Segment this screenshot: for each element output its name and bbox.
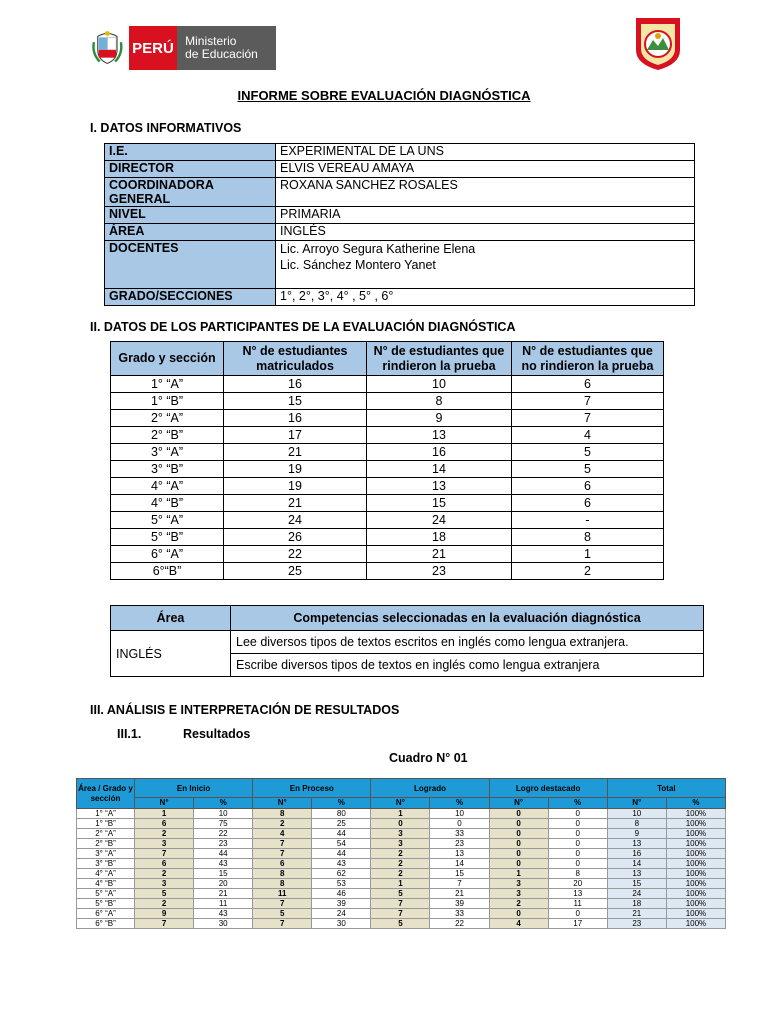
table-cell: 6°“B” (111, 563, 224, 580)
table-cell: 10 (194, 809, 253, 819)
table-cell: 5 (253, 909, 312, 919)
table-cell: 13 (607, 839, 666, 849)
table-row (77, 879, 726, 889)
table-cell: 46 (312, 889, 371, 899)
section-1-heading: I. DATOS INFORMATIVOS (90, 121, 242, 135)
subsection-label: Resultados (183, 727, 251, 741)
table-cell: 3 (135, 879, 194, 889)
sub-header: % (430, 798, 489, 809)
table-cell: 100% (666, 919, 725, 929)
table-cell: 0 (489, 819, 548, 829)
table-cell: 6 (135, 859, 194, 869)
table-cell: 16 (367, 444, 512, 461)
table-cell: 2° “A” (77, 829, 135, 839)
area-cell: INGLÉS (111, 631, 231, 677)
table-cell: 80 (312, 809, 371, 819)
participants-body (111, 376, 664, 580)
table-subheader-row (77, 798, 726, 809)
table-cell: 100% (666, 879, 725, 889)
sub-header: N° (253, 798, 312, 809)
table-cell: 10 (367, 376, 512, 393)
participants-table (110, 341, 664, 580)
table-cell: 23 (430, 839, 489, 849)
table-row (111, 495, 664, 512)
table-row (77, 869, 726, 879)
info-table (104, 143, 695, 306)
info-label: DIRECTOR (105, 161, 276, 178)
table-row (77, 919, 726, 929)
table-row (105, 224, 695, 241)
table-cell: 7 (430, 879, 489, 889)
info-value: 1°, 2°, 3°, 4° , 5° , 6° (276, 289, 695, 306)
table-cell: 100% (666, 869, 725, 879)
table-cell: 7 (135, 919, 194, 929)
peru-label: PERÚ (129, 26, 177, 70)
group-header: Total (607, 779, 725, 798)
table-cell: 9 (367, 410, 512, 427)
table-cell: 25 (312, 819, 371, 829)
table-row (77, 839, 726, 849)
table-cell: 25 (224, 563, 367, 580)
info-value: ELVIS VEREAU AMAYA (276, 161, 695, 178)
table-row (77, 809, 726, 819)
table-cell: 0 (489, 909, 548, 919)
sub-header: N° (489, 798, 548, 809)
table-cell: 1 (371, 879, 430, 889)
competencias-table (110, 605, 704, 677)
table-cell: 24 (607, 889, 666, 899)
table-row (111, 546, 664, 563)
table-row (111, 376, 664, 393)
table-cell: 24 (312, 909, 371, 919)
table-cell: 0 (489, 829, 548, 839)
table-cell: 4 (489, 919, 548, 929)
table-cell: 30 (312, 919, 371, 929)
table-cell: 16 (224, 410, 367, 427)
table-cell: 8 (548, 869, 607, 879)
table-cell: 6 (512, 495, 664, 512)
table-cell: 43 (194, 909, 253, 919)
table-cell: 1 (512, 546, 664, 563)
table-cell: 100% (666, 809, 725, 819)
table-cell: 13 (548, 889, 607, 899)
column-header: N° de estudiantes matriculados (224, 342, 367, 376)
table-cell: 100% (666, 889, 725, 899)
table-cell: 1° “A” (111, 376, 224, 393)
table-cell: - (512, 512, 664, 529)
table-cell: 33 (430, 909, 489, 919)
table-cell: 26 (224, 529, 367, 546)
table-cell: 17 (548, 919, 607, 929)
table-row (105, 241, 695, 289)
table-row (77, 829, 726, 839)
table-cell: 100% (666, 909, 725, 919)
table-cell: 0 (548, 849, 607, 859)
table-cell: 6 (253, 859, 312, 869)
table-row (105, 161, 695, 178)
table-row (77, 849, 726, 859)
table-cell: 11 (548, 899, 607, 909)
table-cell: 0 (548, 829, 607, 839)
table-cell: 39 (312, 899, 371, 909)
info-label: GRADO/SECCIONES (105, 289, 276, 306)
table-cell: 14 (367, 461, 512, 478)
table-cell: 15 (430, 869, 489, 879)
table-cell: 0 (489, 809, 548, 819)
table-cell: 14 (430, 859, 489, 869)
table-cell: 2 (371, 869, 430, 879)
table-cell: 23 (607, 919, 666, 929)
corner-header: Área / Grado y sección (77, 779, 135, 809)
table-cell: 3 (489, 889, 548, 899)
table-cell: 22 (194, 829, 253, 839)
table-cell: 16 (224, 376, 367, 393)
table-cell: 1° “B” (111, 393, 224, 410)
table-cell: 1° “A” (77, 809, 135, 819)
table-cell: 15 (194, 869, 253, 879)
table-cell: 44 (312, 849, 371, 859)
table-cell: 10 (607, 809, 666, 819)
cuadro-title: Cuadro N° 01 (389, 751, 468, 765)
group-header: Logro destacado (489, 779, 607, 798)
table-cell: 7 (253, 919, 312, 929)
table-row (111, 444, 664, 461)
table-cell: 62 (312, 869, 371, 879)
table-cell: 8 (253, 869, 312, 879)
table-cell: 7 (253, 899, 312, 909)
info-label: NIVEL (105, 207, 276, 224)
table-cell: 5° “B” (77, 899, 135, 909)
table-cell: 13 (367, 427, 512, 444)
table-cell: 11 (253, 889, 312, 899)
table-cell: 44 (194, 849, 253, 859)
table-cell: 43 (194, 859, 253, 869)
table-row (105, 144, 695, 161)
table-cell: 1 (489, 869, 548, 879)
table-cell: 7 (512, 410, 664, 427)
results-body (77, 809, 726, 929)
table-cell: 0 (548, 839, 607, 849)
table-cell: 21 (430, 889, 489, 899)
table-cell: 4° “A” (77, 869, 135, 879)
table-row (111, 529, 664, 546)
table-cell: 100% (666, 859, 725, 869)
table-cell: 3° “B” (111, 461, 224, 478)
table-cell: 24 (224, 512, 367, 529)
sub-header: N° (607, 798, 666, 809)
table-cell: 43 (312, 859, 371, 869)
table-cell: 0 (489, 859, 548, 869)
group-header: En Inicio (135, 779, 253, 798)
table-cell: 5° “B” (111, 529, 224, 546)
table-cell: 3 (371, 839, 430, 849)
table-cell: 4° “B” (111, 495, 224, 512)
table-cell: 21 (224, 444, 367, 461)
info-label: DOCENTES (105, 241, 276, 289)
table-cell: 5 (135, 889, 194, 899)
table-cell: 100% (666, 899, 725, 909)
results-table (76, 778, 726, 929)
table-cell: 18 (367, 529, 512, 546)
table-cell: 23 (194, 839, 253, 849)
table-cell: 16 (607, 849, 666, 859)
table-cell: 44 (312, 829, 371, 839)
table-cell: 5 (371, 889, 430, 899)
table-cell: 2° “A” (111, 410, 224, 427)
table-cell: 30 (194, 919, 253, 929)
table-row (77, 889, 726, 899)
table-row (111, 427, 664, 444)
table-cell: 75 (194, 819, 253, 829)
minedu-logo (90, 26, 276, 70)
table-cell: 100% (666, 829, 725, 839)
docente-name: Lic. Sánchez Montero Yanet (280, 258, 436, 272)
school-crest-icon (633, 14, 683, 72)
sub-header: % (312, 798, 371, 809)
table-cell: 9 (135, 909, 194, 919)
sub-header: N° (371, 798, 430, 809)
table-cell: 1 (135, 809, 194, 819)
table-cell: 21 (224, 495, 367, 512)
table-row (111, 478, 664, 495)
table-cell: 8 (367, 393, 512, 410)
table-cell: 21 (367, 546, 512, 563)
table-cell: 1° “B” (77, 819, 135, 829)
group-header: Logrado (371, 779, 489, 798)
table-cell: 22 (224, 546, 367, 563)
table-cell: 4 (512, 427, 664, 444)
table-cell: 1 (371, 809, 430, 819)
table-cell: 8 (253, 809, 312, 819)
table-cell: 0 (430, 819, 489, 829)
table-cell: 13 (367, 478, 512, 495)
column-header: Grado y sección (111, 342, 224, 376)
table-cell: 6° “A” (111, 546, 224, 563)
table-cell: 7 (253, 839, 312, 849)
info-value: PRIMARIA (276, 207, 695, 224)
table-cell: 6 (512, 478, 664, 495)
table-cell: 0 (489, 839, 548, 849)
peru-coat-of-arms-icon (90, 28, 125, 68)
docente-name: Lic. Arroyo Segura Katherine Elena (280, 242, 476, 256)
table-cell: 3 (489, 879, 548, 889)
table-cell: 11 (194, 899, 253, 909)
table-cell: 23 (367, 563, 512, 580)
table-cell: 10 (430, 809, 489, 819)
table-cell: 2° “B” (77, 839, 135, 849)
table-cell: 5° “A” (111, 512, 224, 529)
table-cell: 6 (135, 819, 194, 829)
table-cell: 7 (253, 849, 312, 859)
table-cell: 24 (367, 512, 512, 529)
table-cell: 5 (512, 444, 664, 461)
table-cell: 18 (607, 899, 666, 909)
table-row (111, 563, 664, 580)
table-cell: 2 (512, 563, 664, 580)
table-cell: 33 (430, 829, 489, 839)
table-cell: 4° “B” (77, 879, 135, 889)
table-row (111, 410, 664, 427)
table-header-row (111, 606, 704, 631)
table-cell: 5 (371, 919, 430, 929)
table-cell: 2 (135, 899, 194, 909)
table-cell: 19 (224, 461, 367, 478)
ministry-line-2: de Educación (185, 47, 258, 61)
column-header: N° de estudiantes que rindieron la prueba (367, 342, 512, 376)
table-cell: 15 (607, 879, 666, 889)
table-cell: 15 (224, 393, 367, 410)
table-cell: 5 (512, 461, 664, 478)
table-cell: 2 (371, 849, 430, 859)
table-cell: 8 (607, 819, 666, 829)
table-row (111, 393, 664, 410)
table-cell: 0 (371, 819, 430, 829)
table-cell: 9 (607, 829, 666, 839)
table-row (111, 631, 704, 654)
sub-header: % (548, 798, 607, 809)
table-cell: 20 (548, 879, 607, 889)
table-cell: 39 (430, 899, 489, 909)
table-cell: 4° “A” (111, 478, 224, 495)
table-cell: 0 (548, 809, 607, 819)
info-value: INGLÉS (276, 224, 695, 241)
table-cell: 3° “A” (111, 444, 224, 461)
info-value: ROXANA SANCHEZ ROSALES (276, 178, 695, 207)
sub-header: % (194, 798, 253, 809)
table-row (77, 909, 726, 919)
table-cell: 2° “B” (111, 427, 224, 444)
table-cell: 7 (371, 909, 430, 919)
group-header: En Proceso (253, 779, 371, 798)
ministry-line-1: Ministerio (185, 34, 237, 48)
table-cell: 5° “A” (77, 889, 135, 899)
table-cell: 19 (224, 478, 367, 495)
subsection-number: III.1. (117, 727, 142, 741)
table-cell: 2 (371, 859, 430, 869)
table-row (111, 461, 664, 478)
table-cell: 6° “A” (77, 909, 135, 919)
competencia-cell: Lee diversos tipos de textos escritos en inglés como lengua extranjera. (231, 631, 704, 654)
info-label: ÁREA (105, 224, 276, 241)
docentes-list (276, 241, 695, 289)
table-cell: 22 (430, 919, 489, 929)
section-3-heading: III. ANÁLISIS E INTERPRETACIÓN DE RESULTADOS (90, 703, 400, 717)
ministry-label (177, 26, 276, 70)
table-cell: 2 (489, 899, 548, 909)
table-cell: 100% (666, 839, 725, 849)
info-value: EXPERIMENTAL DE LA UNS (276, 144, 695, 161)
table-cell: 100% (666, 849, 725, 859)
sub-header: % (666, 798, 725, 809)
table-row (111, 512, 664, 529)
table-row (105, 289, 695, 306)
table-cell: 15 (367, 495, 512, 512)
table-cell: 14 (607, 859, 666, 869)
table-header-row (77, 779, 726, 798)
table-cell: 3 (135, 839, 194, 849)
table-cell: 2 (253, 819, 312, 829)
table-cell: 100% (666, 819, 725, 829)
table-cell: 21 (194, 889, 253, 899)
table-cell: 54 (312, 839, 371, 849)
info-label: I.E. (105, 144, 276, 161)
column-header: Área (111, 606, 231, 631)
table-row (105, 178, 695, 207)
info-label: COORDINADORA GENERAL (105, 178, 276, 207)
table-cell: 6° “B” (77, 919, 135, 929)
section-2-heading: II. DATOS DE LOS PARTICIPANTES DE LA EVALUACIÓN DIAGNÓSTICA (90, 320, 516, 334)
competencia-cell: Escribe diversos tipos de textos en inglés como lengua extranjera (231, 654, 704, 677)
table-cell: 0 (548, 859, 607, 869)
table-cell: 7 (512, 393, 664, 410)
table-cell: 7 (371, 899, 430, 909)
table-row (77, 899, 726, 909)
table-row (105, 207, 695, 224)
sub-header: N° (135, 798, 194, 809)
table-cell: 3 (371, 829, 430, 839)
table-cell: 4 (253, 829, 312, 839)
table-cell: 8 (253, 879, 312, 889)
table-row (77, 859, 726, 869)
table-cell: 2 (135, 829, 194, 839)
table-cell: 0 (548, 909, 607, 919)
table-cell: 3° “A” (77, 849, 135, 859)
table-cell: 0 (489, 849, 548, 859)
table-cell: 7 (135, 849, 194, 859)
table-cell: 0 (548, 819, 607, 829)
table-cell: 13 (607, 869, 666, 879)
table-row (77, 819, 726, 829)
document-title: INFORME SOBRE EVALUACIÓN DIAGNÓSTICA (237, 88, 531, 103)
table-cell: 2 (135, 869, 194, 879)
column-header: Competencias seleccionadas en la evaluación diagnóstica (231, 606, 704, 631)
table-cell: 20 (194, 879, 253, 889)
table-cell: 21 (607, 909, 666, 919)
table-cell: 53 (312, 879, 371, 889)
table-cell: 8 (512, 529, 664, 546)
table-header-row (111, 342, 664, 376)
column-header: N° de estudiantes que no rindieron la prueba (512, 342, 664, 376)
table-cell: 3° “B” (77, 859, 135, 869)
table-cell: 17 (224, 427, 367, 444)
table-cell: 6 (512, 376, 664, 393)
table-cell: 13 (430, 849, 489, 859)
